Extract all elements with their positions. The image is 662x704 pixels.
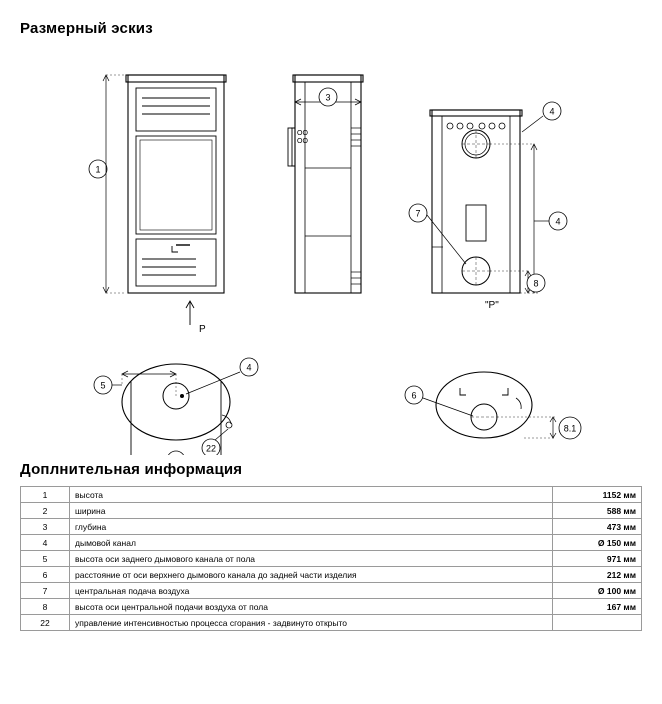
row-value: Ø 100 мм — [553, 583, 642, 599]
section-p-view — [405, 300, 581, 439]
row-number: 8 — [21, 599, 70, 615]
row-value: Ø 150 мм — [553, 535, 642, 551]
table-row — [21, 583, 642, 599]
row-number: 22 — [21, 615, 70, 631]
airflow-label: P — [199, 324, 206, 335]
balloon-6: 5 — [100, 380, 106, 391]
spec-table-container — [20, 486, 642, 631]
info-title: Доплнительная информация — [20, 461, 243, 478]
top-view — [94, 358, 258, 455]
balloon-5: 4 — [555, 216, 561, 227]
front-view — [89, 75, 226, 335]
row-value: 588 мм — [553, 503, 642, 519]
row-number: 4 — [21, 535, 70, 551]
section-label: "P" — [485, 300, 499, 311]
table-row — [21, 599, 642, 615]
table-row — [21, 551, 642, 567]
table-row — [21, 519, 642, 535]
row-description: высота оси заднего дымового канала от пола — [70, 551, 553, 567]
row-description: управление интенсивностью процесса сгорания - задвинуто открыто — [70, 615, 553, 631]
row-description: расстояние от оси верхнего дымового канала до задней части изделия — [70, 567, 553, 583]
dimension-drawing — [0, 40, 662, 455]
row-description: центральная подача воздуха — [70, 583, 553, 599]
row-value: 167 мм — [553, 599, 642, 615]
table-row — [21, 503, 642, 519]
page-title: Размерный эскиз — [20, 20, 153, 37]
row-number: 1 — [21, 487, 70, 503]
balloon-1: 1 — [95, 164, 101, 175]
row-value: 473 мм — [553, 519, 642, 535]
row-value: 212 мм — [553, 567, 642, 583]
row-value — [553, 615, 642, 631]
balloon-3: 3 — [325, 92, 331, 103]
row-number: 7 — [21, 583, 70, 599]
table-row — [21, 567, 642, 583]
svg-text:OO: OO — [297, 130, 308, 137]
row-number: 5 — [21, 551, 70, 567]
svg-text:OO: OO — [297, 138, 308, 145]
balloon-8-1: 8.1 — [563, 423, 577, 434]
spec-table-body — [21, 487, 642, 631]
row-value: 1152 мм — [553, 487, 642, 503]
row-description: высота оси центральной подачи воздуха от пола — [70, 599, 553, 615]
rear-view — [409, 102, 567, 293]
side-view — [288, 75, 363, 293]
row-description: высота — [70, 487, 553, 503]
balloon-7-section: 6 — [411, 390, 417, 401]
table-row — [21, 615, 642, 631]
balloon-4-top: 4 — [246, 362, 252, 373]
row-number: 6 — [21, 567, 70, 583]
balloon-4-rear: 4 — [549, 106, 555, 117]
row-number: 2 — [21, 503, 70, 519]
spec-table — [20, 486, 642, 631]
row-description: ширина — [70, 503, 553, 519]
row-number: 3 — [21, 519, 70, 535]
drawing-svg — [0, 40, 662, 455]
row-value: 971 мм — [553, 551, 642, 567]
table-row — [21, 535, 642, 551]
table-row — [21, 487, 642, 503]
row-description: глубина — [70, 519, 553, 535]
balloon-7-rear: 7 — [415, 208, 421, 219]
balloon-8: 8 — [533, 278, 539, 289]
balloon-22: 22 — [205, 443, 217, 454]
row-description: дымовой канал — [70, 535, 553, 551]
